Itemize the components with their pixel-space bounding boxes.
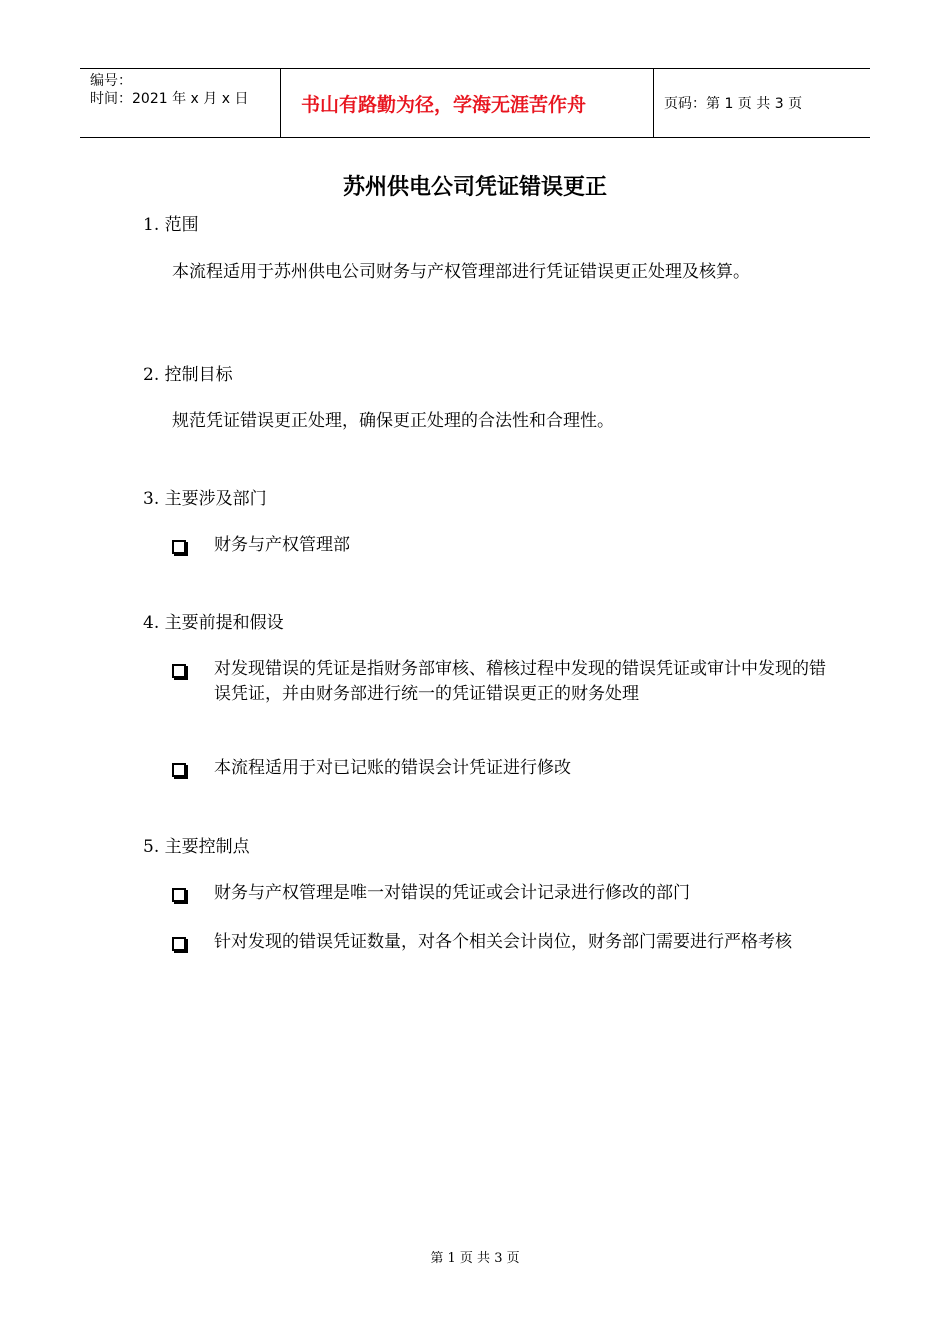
list-item-text: 本流程适用于对已记账的错误会计凭证进行修改 — [214, 758, 571, 778]
list-item-text: 针对发现的错误凭证数量，对各个相关会计岗位，财务部门需要进行严格考核 — [214, 932, 792, 952]
section-heading-assumptions: 4. 主要前提和假设 — [143, 613, 284, 633]
section-heading-scope: 1. 范围 — [143, 215, 199, 235]
checkbox-bullet-icon — [172, 763, 186, 777]
list-item — [172, 756, 842, 781]
section-heading-control-points: 5. 主要控制点 — [143, 837, 250, 857]
footer-page-number: 第 1 页 共 3 页 — [430, 1251, 520, 1266]
list-item-text: 财务与产权管理部 — [214, 535, 350, 555]
list-item-text: 财务与产权管理是唯一对错误的凭证或会计记录进行修改的部门 — [214, 883, 690, 903]
list-item — [172, 657, 842, 707]
document-header — [80, 68, 870, 138]
header-meta-cell — [80, 69, 281, 137]
date-label: 时间：2021 年 x 月 x 日 — [90, 91, 249, 107]
section-heading-departments: 3. 主要涉及部门 — [143, 489, 267, 509]
section-heading-objective: 2. 控制目标 — [143, 365, 233, 385]
list-item-text: 对发现错误的凭证是指财务部审核、稽核过程中发现的错误凭证或审计中发现的错误凭证，并由财务部进行统一的凭证错误更正的财务处理 — [214, 659, 826, 704]
serial-number-label: 编号： — [90, 73, 132, 89]
list-item — [172, 881, 842, 906]
document-title: 苏州供电公司凭证错误更正 — [342, 175, 607, 200]
list-item — [172, 533, 842, 558]
motto-text: 书山有路勤为径，学海无涯苦作舟 — [301, 93, 587, 116]
list-item — [172, 930, 842, 955]
checkbox-bullet-icon — [172, 664, 186, 678]
checkbox-bullet-icon — [172, 540, 186, 554]
header-motto-cell — [281, 69, 654, 137]
checkbox-bullet-icon — [172, 937, 186, 951]
page-info: 页码：第 1 页 共 3 页 — [664, 96, 803, 112]
section-paragraph-objective: 规范凭证错误更正处理，确保更正处理的合法性和合理性。 — [172, 411, 614, 431]
section-paragraph-scope: 本流程适用于苏州供电公司财务与产权管理部进行凭证错误更正处理及核算。 — [172, 262, 750, 282]
header-page-cell — [654, 69, 870, 137]
checkbox-bullet-icon — [172, 888, 186, 902]
